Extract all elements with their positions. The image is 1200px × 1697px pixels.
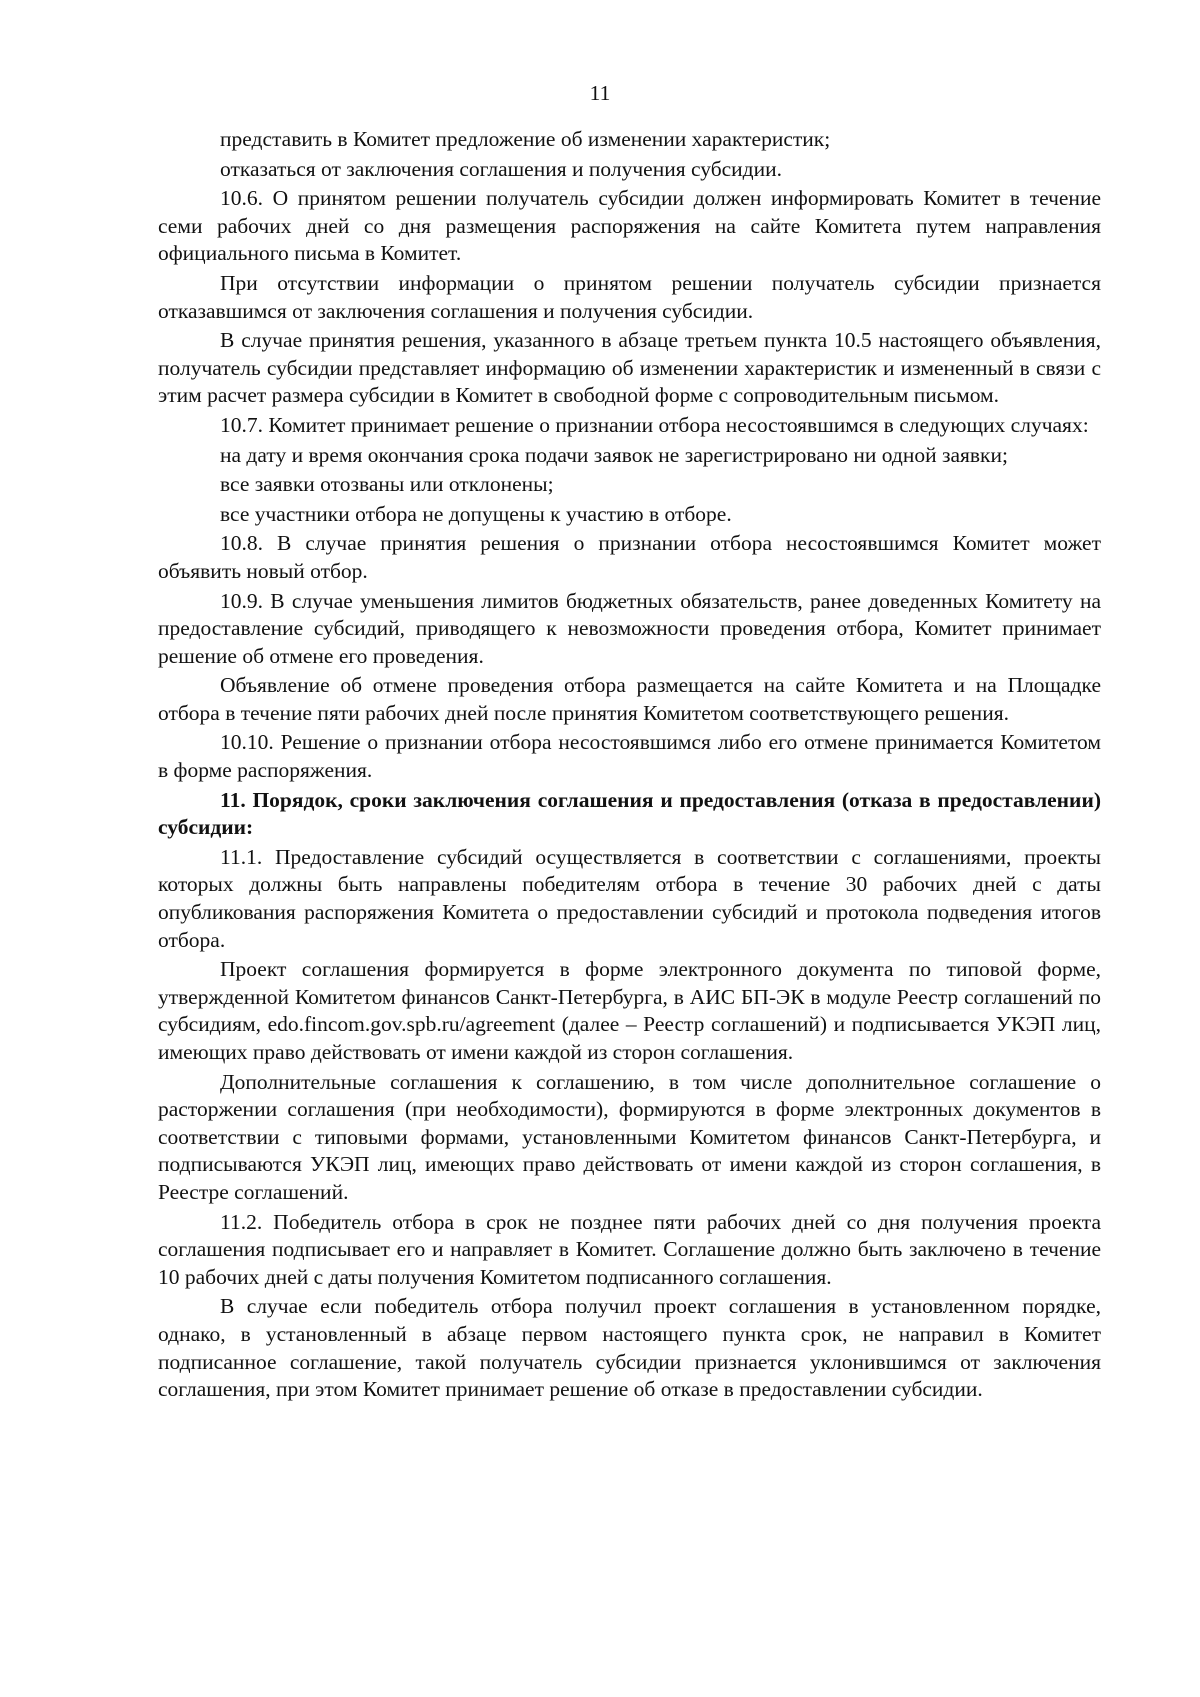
paragraph: Проект соглашения формируется в форме электронного документа по типовой форме, утвержденной Комитетом финансов Санкт-Петербурга, в АИС БП-ЭК в модуле Реестр соглашений по субсидиям, edo.fincom.gov.spb.ru/agreement (далее – Реестр соглашений) и подписывается УКЭП лиц, имеющих право действовать от имени каждой из сторон соглашения. <box>158 957 1101 1064</box>
paragraph: все участники отбора не допущены к участию в отборе. <box>220 501 732 526</box>
paragraph: 10.9. В случае уменьшения лимитов бюджетных обязательств, ранее доведенных Комитету на предоставление субсидий, приводящего к невозможности проведения отбора, Комитет принимает решение об отмене его проведения. <box>158 588 1101 668</box>
paragraph: 11.2. Победитель отбора в срок не позднее пяти рабочих дней со дня получения проекта соглашения подписывает его и направляет в Комитет. Соглашение должно быть заключено в течение 10 рабочих дней с даты получения Комитетом подписанного соглашения. <box>158 1209 1101 1289</box>
paragraph: 10.6. О принятом решении получатель субсидии должен информировать Комитет в течение семи рабочих дней со дня размещения распоряжения на сайте Комитета путем направления официального письма в Комитет. <box>158 186 1101 266</box>
paragraph: Объявление об отмене проведения отбора размещается на сайте Комитета и на Площадке отбора в течение пяти рабочих дней после принятия Комитетом соответствующего решения. <box>158 673 1101 725</box>
paragraph: 11.1. Предоставление субсидий осуществляется в соответствии с соглашениями, проекты которых должны быть направлены победителям отбора в течение 30 рабочих дней с даты опубликования распоряжения Комитета о предоставлении субсидий и протокола подведения итогов отбора. <box>158 844 1101 952</box>
document-body <box>158 126 1101 1406</box>
paragraph: 10.10. Решение о признании отбора несостоявшимся либо его отмене принимается Комитетом в форме распоряжения. <box>158 730 1101 783</box>
paragraph: 10.8. В случае принятия решения о признании отбора несостоявшимся Комитет может объявить новый отбор. <box>158 531 1101 583</box>
paragraph: на дату и время окончания срока подачи заявок не зарегистрировано ни одной заявки; <box>220 442 1008 467</box>
paragraph: При отсутствии информации о принятом решении получатель субсидии признается отказавшимся от заключения соглашения и получения субсидии. <box>158 270 1101 323</box>
paragraph: В случае если победитель отбора получил проект соглашения в установленном порядке, однако, в установленный в абзаце первом настоящего пункта срок, не направил в Комитет подписанное соглашение, такой получатель субсидии признается уклонившимся от заключения соглашения, при этом Комитет принимает решение об отказе в предоставлении субсидии. <box>158 1294 1101 1402</box>
paragraph: Дополнительные соглашения к соглашению, в том числе дополнительное соглашение о расторжении соглашения (при необходимости), формируются в форме электронных документов в соответствии с типовыми формами, установленными Комитетом финансов Санкт-Петербурга, и подписываются УКЭП лиц, имеющих право действовать от имени каждой из сторон соглашения, в Реестре соглашений. <box>158 1069 1101 1204</box>
section-heading: 11. Порядок, сроки заключения соглашения и предоставления (отказа в предоставлении) субсидии: <box>158 787 1101 840</box>
page-number: 11 <box>589 81 611 105</box>
paragraph: все заявки отозваны или отклонены; <box>220 472 554 497</box>
paragraph: представить в Комитет предложение об изменении характеристик; <box>220 127 831 151</box>
paragraph: 10.7. Комитет принимает решение о признании отбора несостоявшимся в следующих случаях: <box>220 412 1089 437</box>
paragraph: В случае принятия решения, указанного в абзаце третьем пункта 10.5 настоящего объявления, получатель субсидии представляет информацию об изменении характеристик и измененный в связи с этим расчет размера субсидии в Комитет в свободной форме с сопроводительным письмом. <box>158 328 1101 408</box>
paragraph: отказаться от заключения соглашения и получения субсидии. <box>220 156 783 181</box>
